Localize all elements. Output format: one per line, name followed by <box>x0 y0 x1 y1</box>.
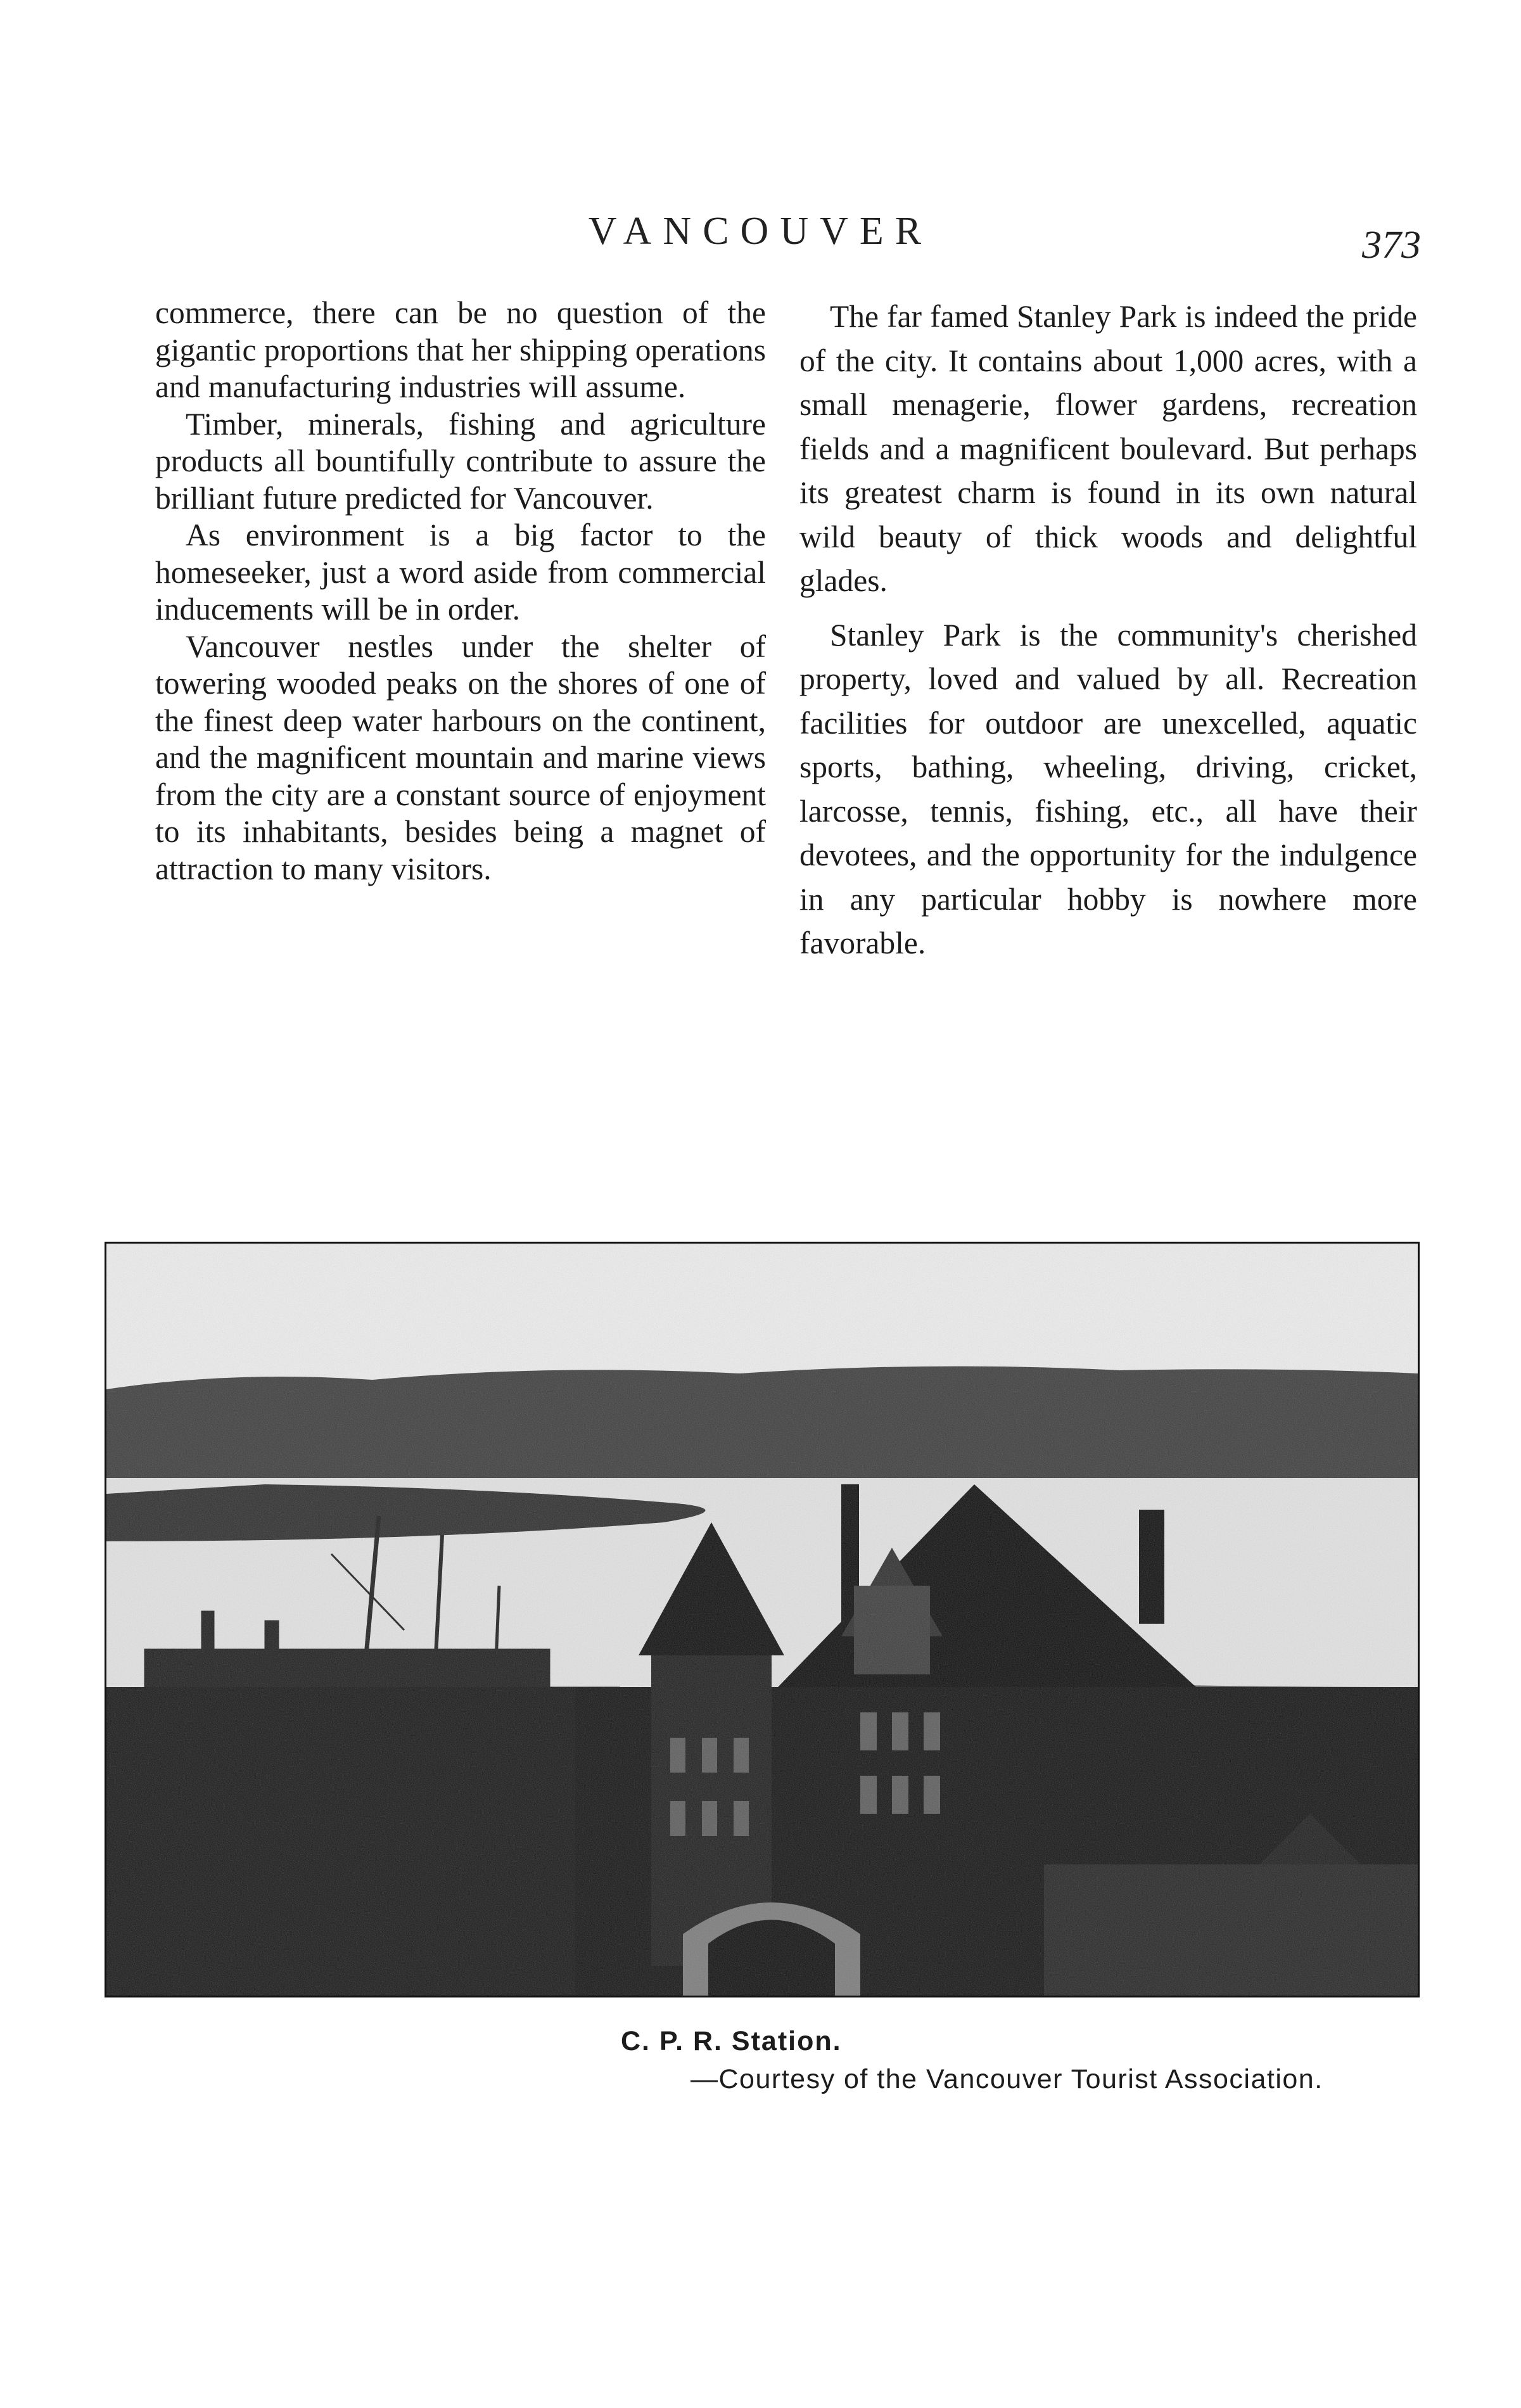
right-column <box>799 295 1417 965</box>
figure-caption <box>621 2022 1323 2098</box>
left-column <box>155 295 766 888</box>
station-photograph <box>105 1242 1420 1997</box>
left-paragraph-2: Timber, minerals, fishing and agriculture products all bountifully contribute to assure the brilliant future predicted for Vancouver. <box>155 406 766 516</box>
photograph-illustration <box>106 1244 1418 1996</box>
left-paragraph-1: commerce, there can be no question of the gigantic proportions that her shipping operations and manufacturing industries will assume. <box>155 295 766 404</box>
left-paragraph-4: Vancouver nestles under the shelter of towering wooded peaks on the shores of one of the finest deep water harbours on the continent, and the magnificent mountain and marine views from the city are a constant source of enjoyment to its inhabitants, besides being a magnet of attraction to many visitors. <box>155 628 766 886</box>
photo-grain <box>106 1244 1418 1996</box>
caption-credit: —Courtesy of the Vancouver Tourist Association. <box>690 2064 1323 2094</box>
running-title: VANCOUVER <box>588 210 933 253</box>
right-paragraph-2: Stanley Park is the community's cherished property, loved and valued by all. Recreation facilities for outdoor are unexcelled, aquatic sports, bathing, wheeling, driving, cricket, larcosse, tennis, fishing, etc., all have their devotees, and the opportunity for the indulgence in any particular hobby is nowhere more favorable. <box>799 617 1417 960</box>
caption-title: C. P. R. Station. <box>621 2026 842 2056</box>
right-paragraph-1: The far famed Stanley Park is indeed the pride of the city. It contains about 1,000 acres, with a small menagerie, flower gardens, recreation fields and a magnificent boulevard. But perhaps its greatest charm is found in its own natural wild beauty of thick woods and delightful glades. <box>799 299 1417 598</box>
page-number: 373 <box>1362 224 1421 267</box>
left-paragraph-3: As environment is a big factor to the homeseeker, just a word aside from commercial inducements will be in order. <box>155 518 766 627</box>
